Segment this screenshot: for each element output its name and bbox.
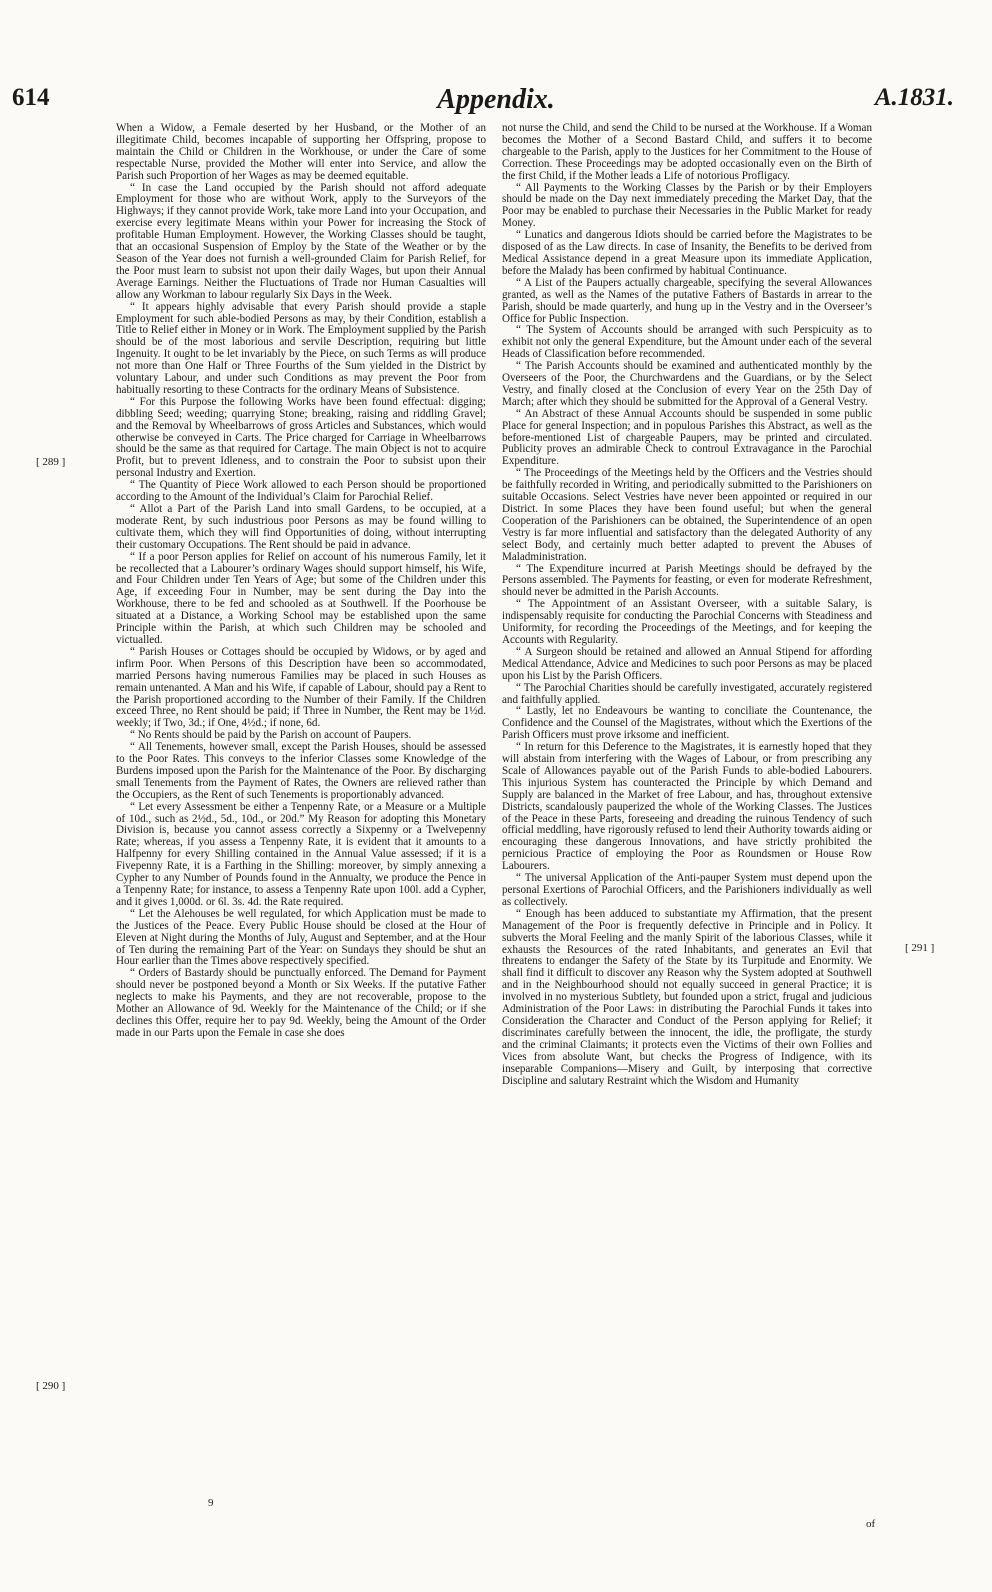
paragraph: When a Widow, a Female deserted by her Husband, or the Mother of an illegitimate Child, becomes incapable of supporting her Offspring, propose to maintain the Child or Children in the Workhouse, or under the Care of some respectable Nurse, provided the Mother will enter into Service, and allow the Parish such Proportion of her Wages as may be deemed equitable.: [116, 123, 486, 182]
left-column: [116, 123, 486, 1491]
margin-note: [ 290 ]: [36, 1380, 66, 1392]
paragraph: “ In case the Land occupied by the Parish should not afford adequate Employment for those who are without Work, apply to the Surveyors of the Highways; if they cannot provide Work, take more Land into your Occupation, and exercise every legitimate Means within your Power for increasing the Stock of profitable Human Employment. However, the Working Classes should be taught, that an occasional Suspension of Employ by the State of the Weather or by the Season of the Year does not furnish a well-grounded Claim for Parish Relief, for the Poor must learn to subsist not upon their daily Wages, but upon their Annual Average Earnings. Neither the Fluctuations of Trade nor Human Casualties will allow any Workman to labour regularly Six Days in the Week.: [116, 181, 486, 301]
paragraph: “ Lastly, let no Endeavours be wanting to conciliate the Countenance, the Confidence and the Counsel of the Magistrates, without which the Exertions of the Parish Officers must prove irksome and inefficient.: [502, 705, 872, 742]
catchword: of: [866, 1518, 876, 1530]
page-number: 614: [12, 84, 50, 111]
paragraph: “ The universal Application of the Anti-pauper System must depend upon the personal Exertions of Parochial Officers, and the Parishioners individually as well as collectively.: [502, 872, 872, 908]
paragraph: “ The Proceedings of the Meetings held by the Officers and the Vestries should be faithfully recorded in Writing, and periodically submitted to the Parishioners on suitable Occasions. Select Vestries have never been appointed or required in our District. In some Places they have been found useful; but when the general Cooperation of the Parishioners can be obtained, the Superintendence of an open Vestry is far more influential and satisfactory than the delegated Authority of any select Body, and certainly much better adapted to prevent the Abuses of Maladministration.: [502, 467, 872, 563]
paragraph: “ All Payments to the Working Classes by the Parish or by their Employers should be made on the Day next immediately preceding the Market Day, that the Poor may be enabled to purchase their Necessaries in the Public Market for ready Money.: [502, 181, 872, 230]
paragraph: “ Allot a Part of the Parish Land into small Gardens, to be occupied, at a moderate Rent, by such industrious poor Persons as may be found willing to cultivate them, which they will find Opportunities of doing, without interrupting their customary Occupations. The Rent should be paid in advance.: [116, 503, 486, 551]
running-year: A.1831.: [874, 84, 954, 111]
paragraph: “ Lunatics and dangerous Idiots should be carried before the Magistrates to be disposed of as the Law directs. In case of Insanity, the Benefits to be derived from Medical Assistance depend in a great Measure upon its immediate Application, before the Malady has been confirmed by habitual Continuance.: [502, 229, 872, 277]
paragraph: “ The Quantity of Piece Work allowed to each Person should be proportioned according to the Amount of the Individual’s Claim for Parochial Relief.: [116, 479, 486, 504]
paragraph: not nurse the Child, and send the Child to be nursed at the Workhouse. If a Woman becomes the Mother of a Second Bastard Child, and suffers it to become chargeable to the Parish, apply to the Justices for her Commitment to the House of Correction. These Proceedings may be adopted occasionally even on the Birth of the first Child, if the Mother leads a Life of notorious Profligacy.: [502, 123, 872, 182]
paragraph: “ It appears highly advisable that every Parish should provide a staple Employment for such able-bodied Persons as may, by their Condition, establish a Title to Relief either in Money or in Work. The Employment supplied by the Parish should be of the most laborious and servile Description, requiring but little Ingenuity. It ought to be let invariably by the Piece, on such Terms as will produce not more than One Half or Three Fourths of the Sum yielded in the District by voluntary Labour, and under such Conditions as may prevent the Poor from habitually resorting to these Contracts for the ordinary Means of Subsistence.: [116, 300, 486, 396]
paragraph: “ Orders of Bastardy should be punctually enforced. The Demand for Payment should never be postponed beyond a Month or Six Weeks. If the putative Father neglects to make his Payments, and they are not recoverable, propose to the Mother an Allowance of 9d. Weekly for the Maintenance of the Child; or if she declines this Offer, require her to pay 9d. Weekly, being the Amount of the Order made in our Parts upon the Female in case she does: [116, 967, 486, 1039]
paragraph: “ Parish Houses or Cottages should be occupied by Widows, or by aged and infirm Poor. When Persons of this Description have been so accommodated, married Persons having numerous Families may be placed in such Houses as remain untenanted. A Man and his Wife, if capable of Labour, should pay a Rent to the Parish proportioned according to the Number of their Family. If the Children exceed Three, no Rent should be paid; if Three in Number, the Rent may be 1½d. weekly; if Two, 3d.; if One, 4½d.; if none, 6d.: [116, 645, 486, 730]
paragraph: “ If a poor Person applies for Relief on account of his numerous Family, let it be recollected that a Labourer’s ordinary Wages should support himself, his Wife, and Four Children under Ten Years of Age; but some of the Children under this Age, if exceeding Four in Number, may be sent during the Day into the Workhouse, there to be fed and schooled as at Southwell. If the Poorhouse be situated at a Distance, a Working School may be established upon the same Principle within the Parish, at which such Children may be schooled and victualled.: [116, 550, 486, 646]
signature-mark: 9: [208, 1497, 214, 1509]
page-header: [0, 82, 992, 122]
page-title: Appendix.: [437, 84, 555, 115]
paragraph: “ Let the Alehouses be well regulated, for which Application must be made to the Justices of the Peace. Every Public House should be closed at the Hour of Eleven at Night during the Months of July, August and September, and at the Hour of Ten during the remaining Part of the Year: on Sundays they should be shut an Hour earlier than the Times above respectively specified.: [116, 907, 486, 968]
margin-note: [ 289 ]: [36, 456, 66, 468]
paragraph: “ An Abstract of these Annual Accounts should be suspended in some public Place for general Inspection; and in populous Parishes this Abstract, as well as the before-mentioned List of chargeable Paupers, may be printed and circulated. Publicity proves an admirable Check to controul Extravagance in the Parochial Expenditure.: [502, 407, 872, 468]
paragraph: “ The Parish Accounts should be examined and authenticated monthly by the Overseers of the Poor, the Churchwardens and the Guardians, or by the Select Vestry, and finally closed at the Conclusion of every Year on the 25th Day of March; after which they should be submitted for the Approval of a General Vestry.: [502, 360, 872, 408]
paragraph: “ In return for this Deference to the Magistrates, it is earnestly hoped that they will abstain from interfering with the Wages of Labour, or from prescribing any Scale of Allowances payable out of the Parish Funds to able-bodied Labourers. This injurious System has counteracted the Principle by which Demand and Supply are balanced in the Market of free Labour, and has, throughout extensive Districts, scandalously pauperized the whole of the Working Classes. The Justices of the Peace in these Parts, foreseeing and dreading the ruinous Tendency of such official meddling, have rigorously refused to lend their Authority towards aiding or encouraging these dangerous Innovations, and have strictly prohibited the pernicious Practice of employing the Poor as Roundsmen or House Row Labourers.: [502, 741, 872, 873]
paragraph: “ No Rents should be paid by the Parish on account of Paupers.: [130, 729, 412, 742]
margin-note: [ 291 ]: [905, 942, 935, 954]
paragraph: “ The Appointment of an Assistant Overseer, with a suitable Salary, is indispensably requisite for conducting the Parochial Concerns with Steadiness and Uniformity, for recording the Proceedings of the Meetings, and for keeping the Accounts with Regularity.: [502, 598, 872, 646]
paragraph: “ For this Purpose the following Works have been found effectual: digging; dibbling Seed; weeding; quarrying Stone; breaking, raising and riddling Gravel; and the Removal by Wheelbarrows of gross Articles and Substances, which would otherwise be conveyed in Carts. The Price charged for Carriage in Wheelbarrows should be the same as that required for Cartage. The main Object is not to acquire Profit, but to prevent Idleness, and to constrain the Poor to subsist upon their personal Industry and Exertion.: [116, 395, 486, 480]
paragraph: “ The System of Accounts should be arranged with such Perspicuity as to exhibit not only the general Expenditure, but the Amount under each of the several Heads of Classification before recommended.: [502, 324, 872, 361]
paragraph: “ The Expenditure incurred at Parish Meetings should be defrayed by the Persons assembled. The Payments for feasting, or even for moderate Refreshment, should never be admitted in the Parish Accounts.: [502, 562, 872, 599]
paragraph: “ A List of the Paupers actually chargeable, specifying the several Allowances granted, as well as the Names of the putative Fathers of Bastards in arrear to the Parish, should be made quarterly, and hung up in the Vestry and in the Overseer’s Office for Public Inspection.: [502, 276, 872, 325]
paragraph: “ The Parochial Charities should be carefully investigated, accurately registered and faithfully applied.: [502, 681, 872, 706]
paragraph: “ Enough has been adduced to substantiate my Affirmation, that the present Management of the Poor is frequently defective in Principle and in Policy. It subverts the Moral Feeling and the manly Spirit of the laborious Classes, while it exhausts the Resources of the rated Inhabitants, and generates an Evil that threatens to endanger the Safety of the State by its Turpitude and Enormity. We shall find it difficult to discover any Reason why the System adopted at Southwell and in the Neighbourhood should not equally succeed in general Practice; it is involved in no mysterious Subtlety, but founded upon a strict, frugal and judicious Administration of the Poor Laws: in distributing the Parochial Funds it takes into Consideration the Character and Conduct of the Person applying for Relief; it discriminates carefully between the innocent, the idle, the profligate, the sturdy and the criminal Claimants; it protects even the Victims of their own Follies and Vices from absolute Want, but checks the Progress of Indigence, with its inseparable Companions—Misery and Guilt, by interposing that corrective Discipline and salutary Restraint which the Wisdom and Humanity: [502, 907, 872, 1087]
paragraph: “ Let every Assessment be either a Tenpenny Rate, or a Measure or a Multiple of 10d., such as 2½d., 5d., 10d., or 20d.” My Reason for adopting this Monetary Division is, because you cannot assess correctly a Sixpenny or a Twelvepenny Rate; whereas, if you assess a Tenpenny Rate, it is evident that it amounts to a Halfpenny for every Shilling contained in the Annual Value assessed; if it is a Fivepenny Rate, it is a Farthing in the Shilling: moreover, by simply annexing a Cypher to any Number of Pounds found in the Annualty, we produce the Pence in a Tenpenny Rate; for instance, to assess a Tenpenny Rate upon 100l. add a Cypher, and it gives 1,000d. or 6l. 3s. 4d. the Rate required.: [116, 800, 486, 908]
paragraph: “ A Surgeon should be retained and allowed an Annual Stipend for affording Medical Attendance, Advice and Medicines to such poor Persons as may be placed upon his List by the Parish Officers.: [502, 645, 872, 682]
paragraph: “ All Tenements, however small, except the Parish Houses, should be assessed to the Poor Rates. This conveys to the inferior Classes some Knowledge of the Burdens imposed upon the Parish for the Maintenance of the Poor. By discharging small Tenements from the Payment of Rates, the Owners are relieved rather than the Occupiers, as the Rent of such Tenements is proportionably advanced.: [116, 741, 486, 801]
right-column: [502, 123, 872, 1523]
